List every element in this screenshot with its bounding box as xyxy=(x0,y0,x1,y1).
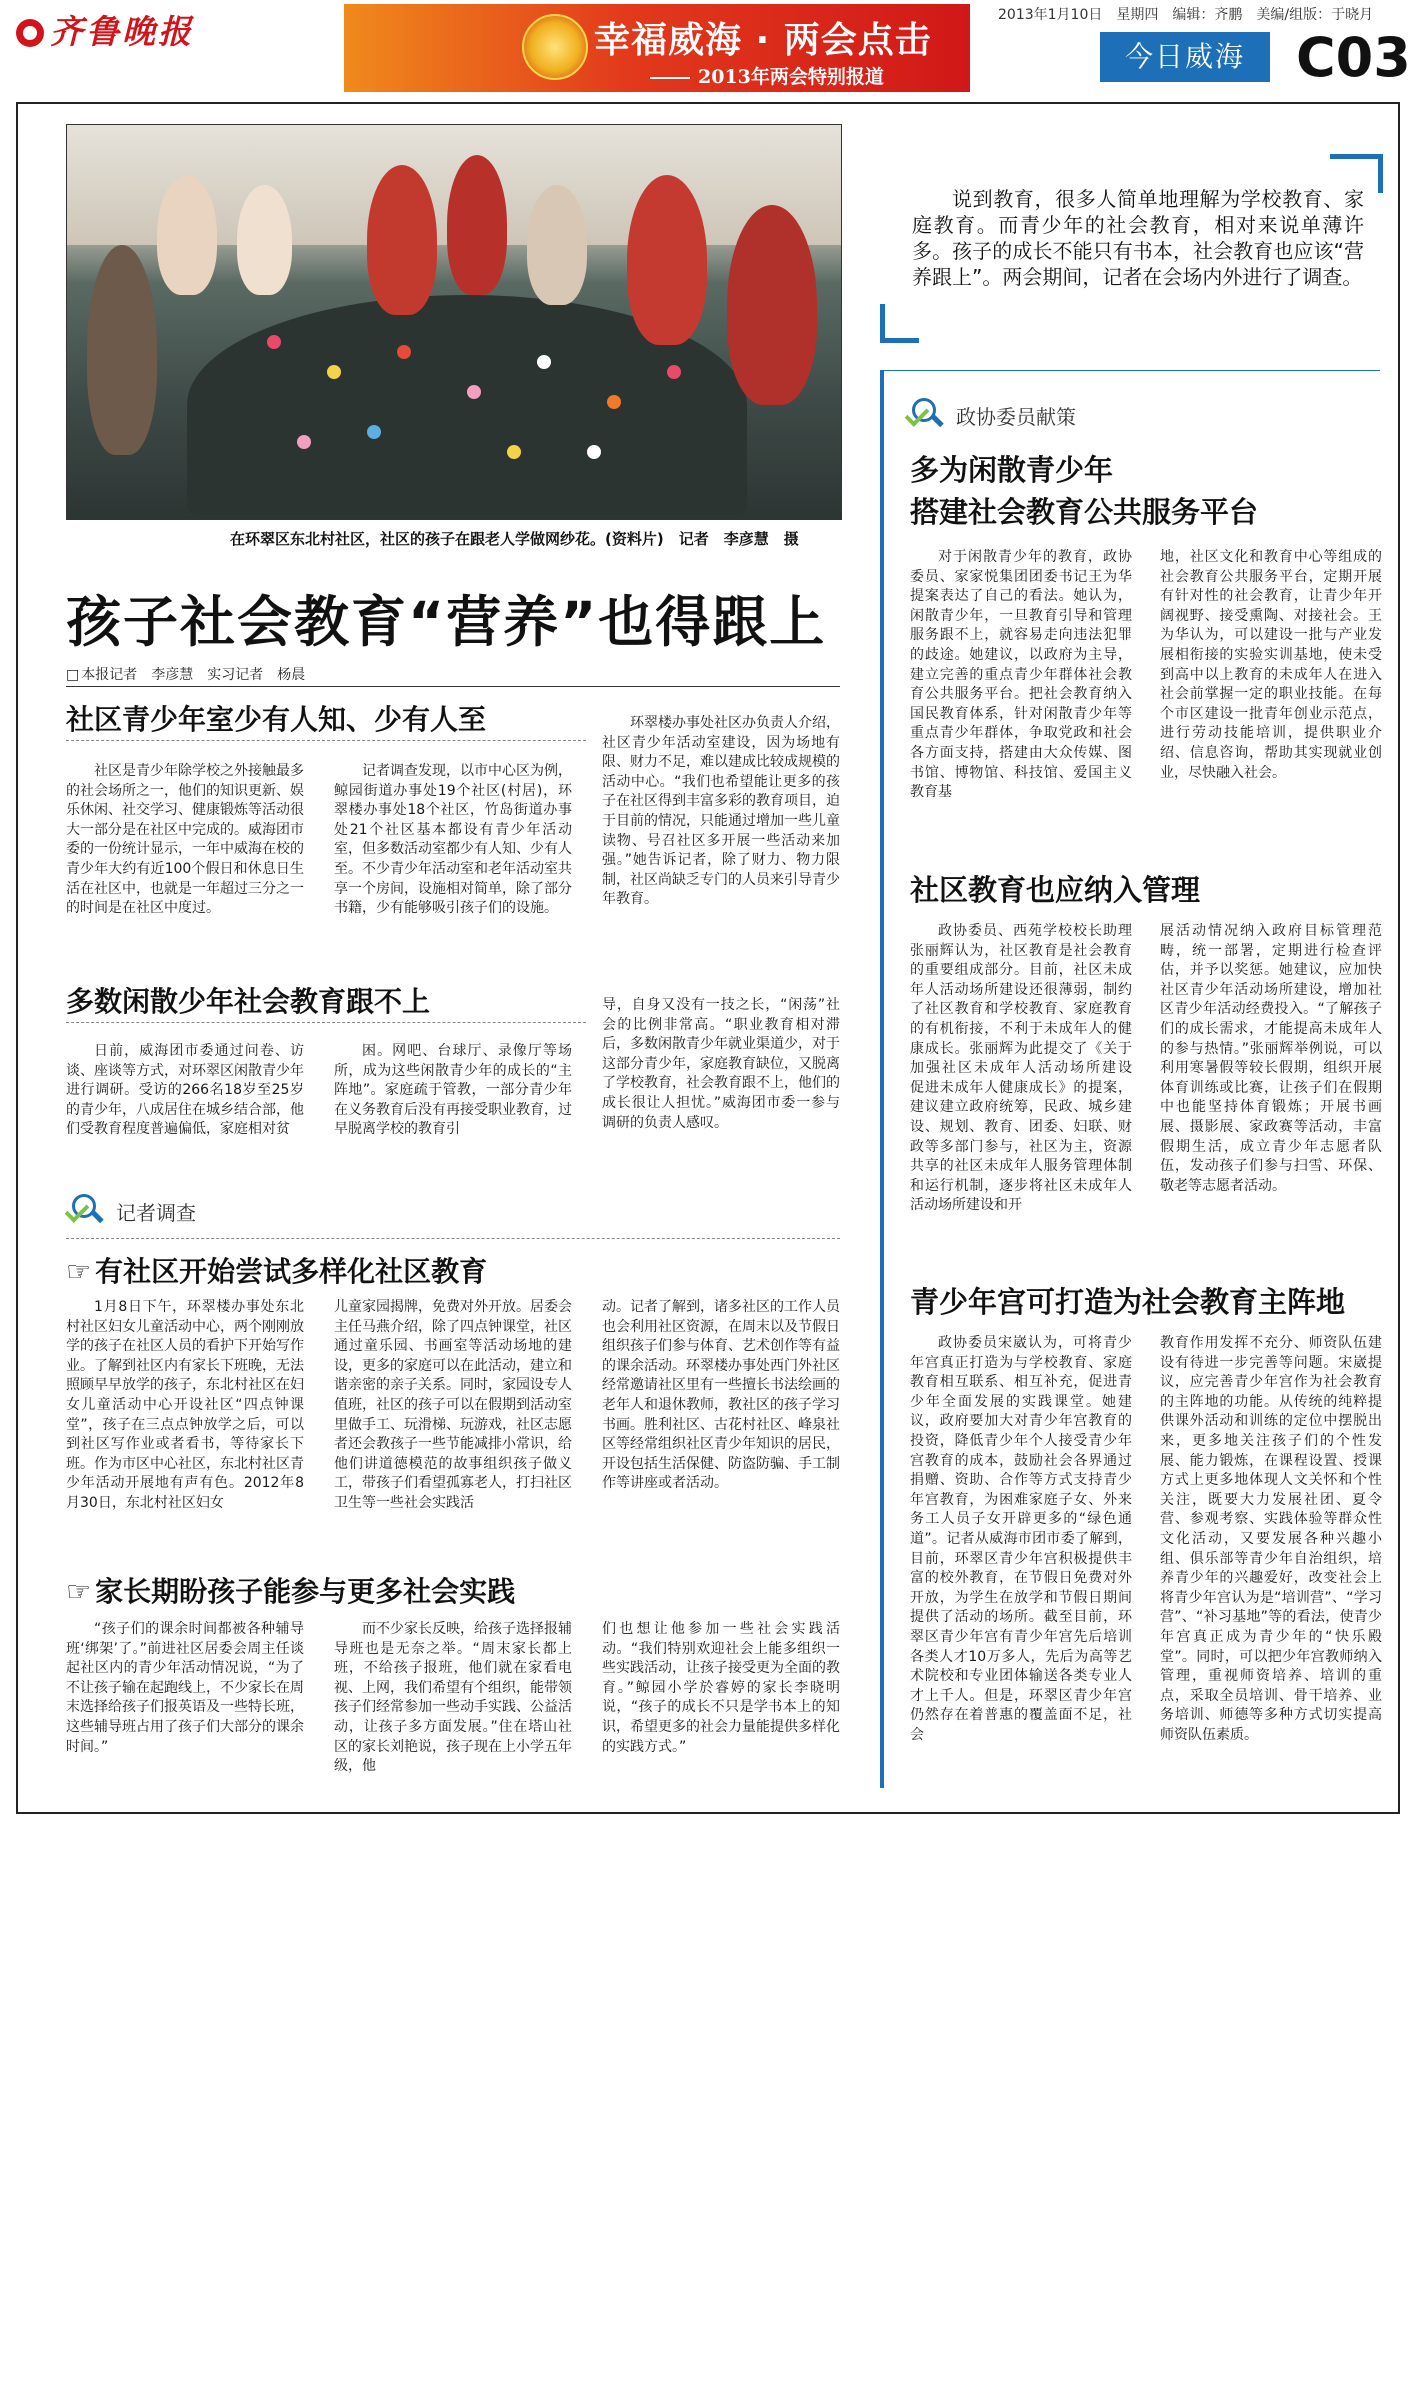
divider xyxy=(66,686,840,687)
photo-flower xyxy=(667,365,681,379)
divider xyxy=(66,1022,586,1023)
photo-person xyxy=(237,185,292,295)
tag-reporter-investigation xyxy=(66,1192,196,1230)
news-photo xyxy=(66,124,842,520)
section-title: 青少年宫可打造为社会教育主阵地 xyxy=(910,1285,1346,1319)
photo-person xyxy=(87,245,157,455)
article-text: “孩子们的课余时间都被各种辅导班‘绑架’了。”前进社区居委会周主任谈起社区内的青少年活动情况说，“为了不让孩子输在起跑线上，不少家长在周末选择给孩子们报英语及一些特长班，这些辅导班占用了孩子们大部分的课余时间。” xyxy=(66,1621,304,1755)
magnifier-check-icon xyxy=(906,396,948,434)
photo-person xyxy=(527,185,587,305)
photo-flower xyxy=(397,345,411,359)
divider xyxy=(66,1238,840,1239)
photo-flower xyxy=(327,365,341,379)
section-title: 多为闲散青少年 xyxy=(910,453,1114,487)
logo-mark-icon xyxy=(16,19,44,47)
photo-flower xyxy=(587,445,601,459)
article-text: 日前，威海团市委通过问卷、访谈、座谈等方式，对环翠区闲散青少年进行调研。受访的266名18岁至25岁的青少年，八成居住在城乡结合部，他们受教育程度普遍偏低，家庭相对贫 xyxy=(66,1043,304,1138)
article-text: 对于闲散青少年的教育，政协委员、家家悦集团团委书记王为华提案表达了自己的看法。她认为，闲散青少年，一旦教育引导和管理服务跟不上，就容易走向违法犯罪的歧途。她建议，以政府为主导，建立完善的重点青少年群体社会教育公共服务平台。把社会教育纳入国民教育体系，针对闲散青少年等重点青少年群体，争取党政和社会各方面支持，搭建由大众传媒、图书馆、博物馆、科技馆、爱国主义教育基 xyxy=(910,549,1132,801)
photo-flower xyxy=(467,385,481,399)
article-text: 们也想让他参加一些社会实践活动。“我们特别欢迎社会上能多组织一些实践活动，让孩子接受更为全面的教育。”鲸园小学於睿婷的家长李晓明说，“孩子的成长不只是学书本上的知识，希望更多的社会力量能提供多样化的实践方式。” xyxy=(602,1621,840,1755)
photo-flower xyxy=(267,335,281,349)
banner-subtitle: 2013年两会特别报道 xyxy=(650,62,884,89)
photo-flower xyxy=(297,435,311,449)
article-text: 政协委员宋崴认为，可将青少年宫真正打造为与学校教育、家庭教育相互联系、相互补充，促进青少年全面发展的实践课堂。她建议，政府要加大对青少年宫教育的投资，降低青少年个人接受青少年宫教育的成本，鼓励社会各界通过捐赠、资助、合作等方式支持青少年宫教育，为困难家庭子女、外来务工人员子女开辟更多的“绿色通道”。记者从威海市团市委了解到，目前，环翠区青少年宫积极提供丰富的校外教育，在节假日免费对外开放，为学生在放学和节假日期间提供了活动的场所。截至目前，环翠区青少年宫有青少年宫先后培训各类人才10万多人，先后为高等艺术院校和专业团体输送各类专业人才上千人。但是，环翠区青少年宫仍然存在着普惠的覆盖面不足，社会 xyxy=(910,1335,1132,1743)
photo-person xyxy=(727,205,817,405)
article-text: 教育作用发挥不充分、师资队伍建设有待进一步完善等问题。宋崴提议，应完善青少年宫作为社会教育的主阵地的功能。从传统的纯粹提供课外活动和训练的定位中摆脱出来，更多地关注孩子们的个性发展、能力锻炼，在课程设置、授课方式上更多地体现人文关怀和个性关注，既要大力发展社团、夏令营、参观考察、实践体验等群众性文化活动，又要发展各种兴趣小组、俱乐部等青少年自治组织，培养青少年的兴趣爱好，改变社会上将青少年宫认为是“培训营”、“学习营”、“补习基地”等的看法，使青少年宫真正成为青少年的“快乐殿堂”。同时，可以把少年宫教师纳入管理，重视师资培养、培训的重点，采取全员培训、骨干培养、业务培训、师德等多种方式切实提高师资队伍素质。 xyxy=(1160,1335,1382,1743)
two-sessions-banner xyxy=(344,4,970,92)
article-text: 政协委员、西苑学校校长助理张丽辉认为，社区教育是社会教育的重要组成部分。目前，社区未成年人活动场所建设还很薄弱，制约了社区教育和学校教育、家庭教育的有机衔接，不利于未成年人的健康成长。张丽辉为此提交了《关于加强社区未成年人活动场所建设 促进未成年人健康成长》的提案，建议建立政府统筹，民政、城乡建设、规划、教育、团委、妇联、财政等多部门参与，社区为主，资源共享的社区未成年人服务管理体制和运行机制，逐步将社区未成年人活动场所建设和开 xyxy=(910,923,1146,1214)
divider xyxy=(66,740,586,741)
section-title: 社区教育也应纳入管理 xyxy=(910,873,1201,907)
photo-person xyxy=(447,155,507,295)
photo-flower xyxy=(507,445,521,459)
photo-flower xyxy=(537,355,551,369)
pointing-hand-icon: ☞ xyxy=(66,1575,92,1608)
tag-cppcc-suggestions xyxy=(906,396,1076,434)
section-title-text: 有社区开始尝试多样化社区教育 xyxy=(95,1255,488,1288)
section-title xyxy=(66,1570,515,1610)
intro-text: 说到教育，很多人简单地理解为学校教育、家庭教育。而青少年的社会教育，相对来说单薄许多。孩子的成长不能只有书本，社会教育也应该“营养跟上”。两会期间，记者在会场内外进行了调查。 xyxy=(912,187,1364,289)
photo-flower xyxy=(367,425,381,439)
photo-person xyxy=(627,175,707,345)
article-text: 地，社区文化和教育中心等组成的社会教育公共服务平台，定期开展有针对性的社会教育，让青少年开阔视野、接受熏陶、对接社会。王为华认为，可以建设一批与产业发展相衔接的实验实训基地，使未受到高中以上教育的未成年人在进入社会前掌握一定的职业技能。在每个市区建设一批青年创业示范点，进行劳动技能培训，提供职业介绍、信息咨询，帮助其实现就业创业，尽快融入社会。 xyxy=(1160,549,1382,781)
photo-person xyxy=(157,175,217,295)
section-title: 搭建社会教育公共服务平台 xyxy=(910,495,1259,529)
page-number: C03 xyxy=(1296,26,1411,89)
intro-corner xyxy=(880,304,919,343)
tag-label: 记者调查 xyxy=(116,1201,196,1225)
article-text: 而不少家长反映，给孩子选择报辅导班也是无奈之举。“周末家长都上班，不给孩子报班，他们就在家看电视、上网，我们希望有个组织，能带领孩子们经常参加一些动手实践、公益活动，让孩子多方面发展。”住在塔山社区的家长刘艳说，孩子现在上小学五年级，他 xyxy=(334,1621,572,1775)
tag-label: 政协委员献策 xyxy=(956,405,1076,429)
newspaper-logo xyxy=(16,6,216,51)
pointing-hand-icon: ☞ xyxy=(66,1255,92,1288)
article-text: 展活动情况纳入政府目标管理范畴，统一部署，定期进行检查评估，并予以奖惩。她建议，应加快社区青少年活动场所建设，增加社区青少年活动经费投入。“了解孩子们的成长需求，才能提高未成年人的参与热情。”张丽辉举例说，可以利用寒暑假等较长假期，组织开展体育训练或比赛，让孩子们在假期中也能坚持体育锻炼；开展书画展、摄影展、家政赛等活动，丰富假期生活，成立青少年志愿者队伍，发动孩子们参与扫雪、环保、敬老等志愿者活动。 xyxy=(1160,923,1382,1194)
article-text: 环翠楼办事处社区办负责人介绍，社区青少年活动室建设，因为场地有限、财力不足，难以建成比较成规模的活动中心。“我们也希望能让更多的孩子在社区得到丰富多彩的教育项目，迫于目前的情况，只能通过增加一些儿童读物、号召社区多开展一些活动来加强。”她告诉记者，除了财力、物力限制，社区尚缺乏专门的人员来引导青少年教育。 xyxy=(602,715,840,908)
main-headline: 孩子社会教育“营养”也得跟上 xyxy=(66,590,827,654)
photo-flower xyxy=(607,395,621,409)
article-text: 1月8日下午，环翠楼办事处东北村社区妇女儿童活动中心，两个刚刚放学的孩子在社区人员的看护下开始写作业。了解到社区内有家长下班晚，无法照顾早早放学的孩子，东北村社区在妇女儿童活动中心开设社区“四点钟课堂”，孩子在三点点钟放学之后，可以到社区写作业或者看书，等待家长下班。作为市区中心社区，东北村社区青少年活动开展地有声有色。2012年8月30日，东北村社区妇女 xyxy=(66,1299,304,1511)
date-editor-line: 2013年1月10日 星期四 编辑：齐鹏 美编/组版：于晓月 xyxy=(998,7,1374,23)
magnifier-check-icon xyxy=(66,1192,108,1230)
section-title-text: 家长期盼孩子能参与更多社会实践 xyxy=(95,1575,516,1608)
section-tab: 今日威海 xyxy=(1100,32,1270,82)
byline: □ 本报记者 李彦慧 实习记者 杨晨 xyxy=(66,664,305,684)
photo-caption: 在环翠区东北村社区，社区的孩子在跟老人学做网纱花。(资料片) 记者 李彦慧 摄 xyxy=(230,530,799,548)
article-text: 动。记者了解到，诸多社区的工作人员也会利用社区资源，在周末以及节假日组织孩子们参与体育、艺术创作等有益的课余活动。环翠楼办事处西门外社区经常邀请社区里有一些擅长书法绘画的老年人和退休教师，教社区的孩子学习书画。胜利社区、古花村社区、峰泉社区等经常组织社区青少年知识的居民，开设包括生活保健、防盗防骗、手工制作等讲座或者活动。 xyxy=(602,1299,840,1492)
banner-title: 幸福威海 · 两会点击 xyxy=(594,20,932,61)
article-text: 导，自身又没有一技之长，“闲荡”社会的比例非常高。“职业教育相对滞后，多数闲散青少年就业渠道少，对于这部分青少年，家庭教育缺位，又脱离了学校教育，社会教育跟不上，他们的成长很让人担忧。”威海团市委一参与调研的负责人感叹。 xyxy=(602,997,840,1131)
article-text: 记者调查发现，以市中心区为例，鲸园街道办事处19个社区(村居)，环翠楼办事处18个社区，竹岛街道办事处21个社区基本都设有青少年活动室，但多数活动室都少有人知、少有人至。不少青少年活动室和老年活动室共享一个房间，设施相对简单，除了部分书籍，少有能够吸引孩子们的设施。 xyxy=(334,763,572,917)
section-title: 多数闲散少年社会教育跟不上 xyxy=(66,985,431,1018)
photo-person xyxy=(367,165,437,315)
logo-text: 齐鲁晚报 xyxy=(50,12,194,51)
article-text: 困。网吧、台球厅、录像厅等场所，成为这些闲散青少年的成长的“主阵地”。家庭疏于管教，一部分青少年在义务教育后没有再接受职业教育，过早脱离学校的教育引 xyxy=(334,1043,572,1138)
section-title: 社区青少年室少有人知、少有人至 xyxy=(66,703,487,736)
article-text: 社区是青少年除学校之外接触最多的社会场所之一，他们的知识更新、娱乐休闲、社交学习、健康锻炼等活动很大一部分是在社区中完成的。威海团市委的一份统计显示，一年中威海在校的青少年大约有近100个假日和休息日生活在社区中，也就是一年超过三分之一的时间是在社区中度过。 xyxy=(66,763,304,917)
national-emblem-icon xyxy=(522,14,588,80)
article-text: 儿童家园揭牌，免费对外开放。居委会主任马燕介绍，除了四点钟课堂，社区通过童乐园、书画室等活动场地的建设，更多的家庭可以在此活动，建立和谐亲密的亲子关系。同时，家园设专人值班，社区的孩子可以在假期到活动室里做手工、玩滑梯、玩游戏，社区志愿者还会教孩子一些节能减排小常识，给他们讲道德模范的故事组织孩子做义工，带孩子们看望孤寡老人，打扫社区卫生等一些社会实践活 xyxy=(334,1299,572,1511)
section-title xyxy=(66,1250,487,1290)
